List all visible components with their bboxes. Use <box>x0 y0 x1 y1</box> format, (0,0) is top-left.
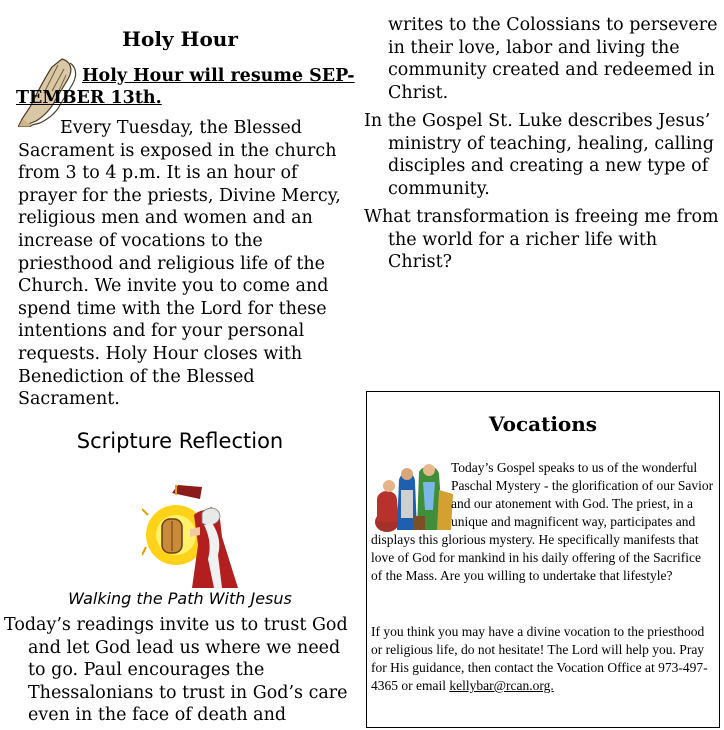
scripture-reflection-question: What transformation is freeing me from the world for a richer life with Christ? <box>364 207 719 273</box>
vocations-paragraph-2-text: If you think you may have a divine vocation to the priesthood or religious life, do not hesitate! The Lord will help you. Pray for His guidance, then contact the Vocation Office at 973-497-4365 or email <box>371 624 708 693</box>
scripture-paragraph-2: In the Gospel St. Luke describes Jesus’ ministry of teaching, healing, calling disciples and creating a new type of community. <box>364 111 714 199</box>
vocations-box <box>366 391 720 728</box>
resume-notice <box>16 65 358 109</box>
scripture-image-caption: Walking the Path With Jesus <box>68 589 292 608</box>
left-column <box>0 0 360 730</box>
vocation-email-link[interactable]: kellybar@rcan.org. <box>449 678 554 693</box>
right-column <box>362 0 724 730</box>
scripture-paragraph-1-continued: writes to the Colossians to persevere in their love, labor and living the community created and redeemed in Christ. <box>388 15 718 103</box>
scripture-paragraph-1: Today’s readings invite us to trust God and let God lead us where we need to go. Paul encourages the Thessalonians to trust in God’s care even in the face of death and <box>4 615 348 726</box>
scripture-reflection-heading: Scripture Reflection <box>76 429 284 453</box>
vocations-paragraph-1-text: Today’s Gospel speaks to us of the wonderful Paschal Mystery - the glorification of our Savior and our atonement with God. The priest, in a unique and magnificent way, participates and displays this glorious mystery. He specifically manifests that love of God for mankind in his daily offering of the Sacrifice of the Mass. Are you willing to undertake that lifestyle? <box>371 460 714 583</box>
vocations-paragraph-1 <box>371 459 715 585</box>
moses-tablets-icon <box>142 485 242 588</box>
vocations-paragraph-2 <box>371 623 715 695</box>
vocations-heading: Vocations <box>488 412 598 436</box>
resume-notice-line2: TEMBER 13th. <box>16 88 162 108</box>
image-wrap-space <box>371 459 451 515</box>
holy-hour-heading: Holy Hour <box>122 27 238 51</box>
resume-notice-line1: Holy Hour will resume SEP- <box>82 66 355 86</box>
holy-hour-paragraph: Every Tuesday, the Blessed Sacrament is exposed in the church from 3 to 4 p.m. It is an hour of prayer for the priests, Divine Mercy, religious men and women and an increase of vocations to the priesthood and religious life of the Church. We invite you to come and spend time with the Lord for these intentions and for your personal requests. Holy Hour closes with Benediction of the Blessed Sacrament. <box>18 118 341 410</box>
